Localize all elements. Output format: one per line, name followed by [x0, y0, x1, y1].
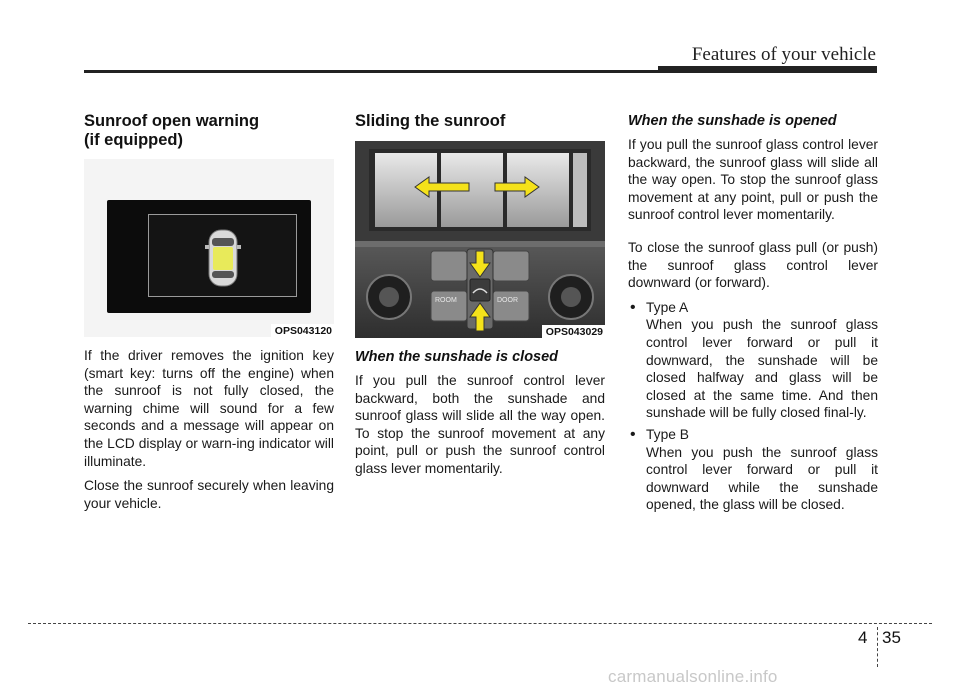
column-right [628, 112, 878, 514]
paragraph-warning-1: If the driver removes the ignition key (smart key: turns off the engine) when the sunroof is not fully closed, the warning chime will sound for a few seconds and a message will appear on the LCD display or warn-ing indicator will illuminate. [84, 348, 334, 469]
lcd-display [107, 200, 311, 313]
type-b-label: Type B [646, 426, 689, 442]
paragraph-sunshade-opened-1: If you pull the sunroof glass control lever backward, the sunroof glass will slide all the way open. To stop the sunroof glass movement at any point, pull or push the sunroof control lever momentarily. [628, 137, 878, 223]
bullet-icon: • [630, 425, 636, 443]
type-a-label: Type A [646, 299, 689, 315]
room-button-label: ROOM [435, 297, 457, 304]
subheading-sunshade-closed: When the sunshade is closed [355, 349, 559, 365]
column-middle [355, 112, 605, 478]
list-item-type-a [628, 299, 878, 422]
header-rule-accent [658, 66, 877, 73]
figure-sunroof-controls [355, 141, 605, 338]
page-number: 35 [882, 628, 901, 647]
type-b-text: When you push the sunroof glass control lever forward or pull it downward while the sunshade opened, the glass will be closed. [646, 444, 878, 513]
paragraph-sunshade-closed: If you pull the sunroof control lever backward, both the sunshade and sunroof glass will slide all the way open. To stop the sunroof movement at any point, pull or push the sunroof control glass lever momentarily. [355, 373, 605, 476]
section-heading-sunroof-warning: Sunroof open warning (if equipped) [84, 112, 260, 149]
header-title: Features of your vehicle [691, 44, 876, 65]
subheading-sunshade-opened: When the sunshade is opened [628, 113, 837, 129]
lcd-display-inner [148, 214, 297, 297]
paragraph-warning-2: Close the sunroof securely when leaving your vehicle. [84, 478, 334, 511]
figure-label: OPS043120 [271, 324, 334, 337]
section-heading-sliding-sunroof: Sliding the sunroof [355, 112, 506, 130]
page-number-divider [877, 627, 878, 667]
overhead-console-illustration [355, 141, 605, 338]
door-button-label: DOOR [497, 297, 518, 304]
footer-divider [28, 623, 932, 624]
type-list [628, 299, 878, 514]
figure-sunroof-warning [84, 159, 334, 337]
car-sunroof-open-icon [149, 215, 298, 298]
column-left [84, 112, 334, 512]
paragraph-sunshade-opened-2: To close the sunroof glass pull (or push) the sunroof glass control lever downward (or forward). [628, 239, 878, 291]
type-a-text: When you push the sunroof glass control lever forward or pull it downward, the sunshade will be closed halfway and glass will be closed at the same time. And then sunshade will be fully closed final-ly. [646, 317, 878, 421]
bullet-icon: • [630, 298, 636, 316]
list-item-type-b [628, 426, 878, 514]
chapter-number: 4 [858, 628, 868, 647]
figure-label: OPS043029 [542, 325, 605, 338]
watermark: carmanualsonline.info [608, 667, 778, 686]
